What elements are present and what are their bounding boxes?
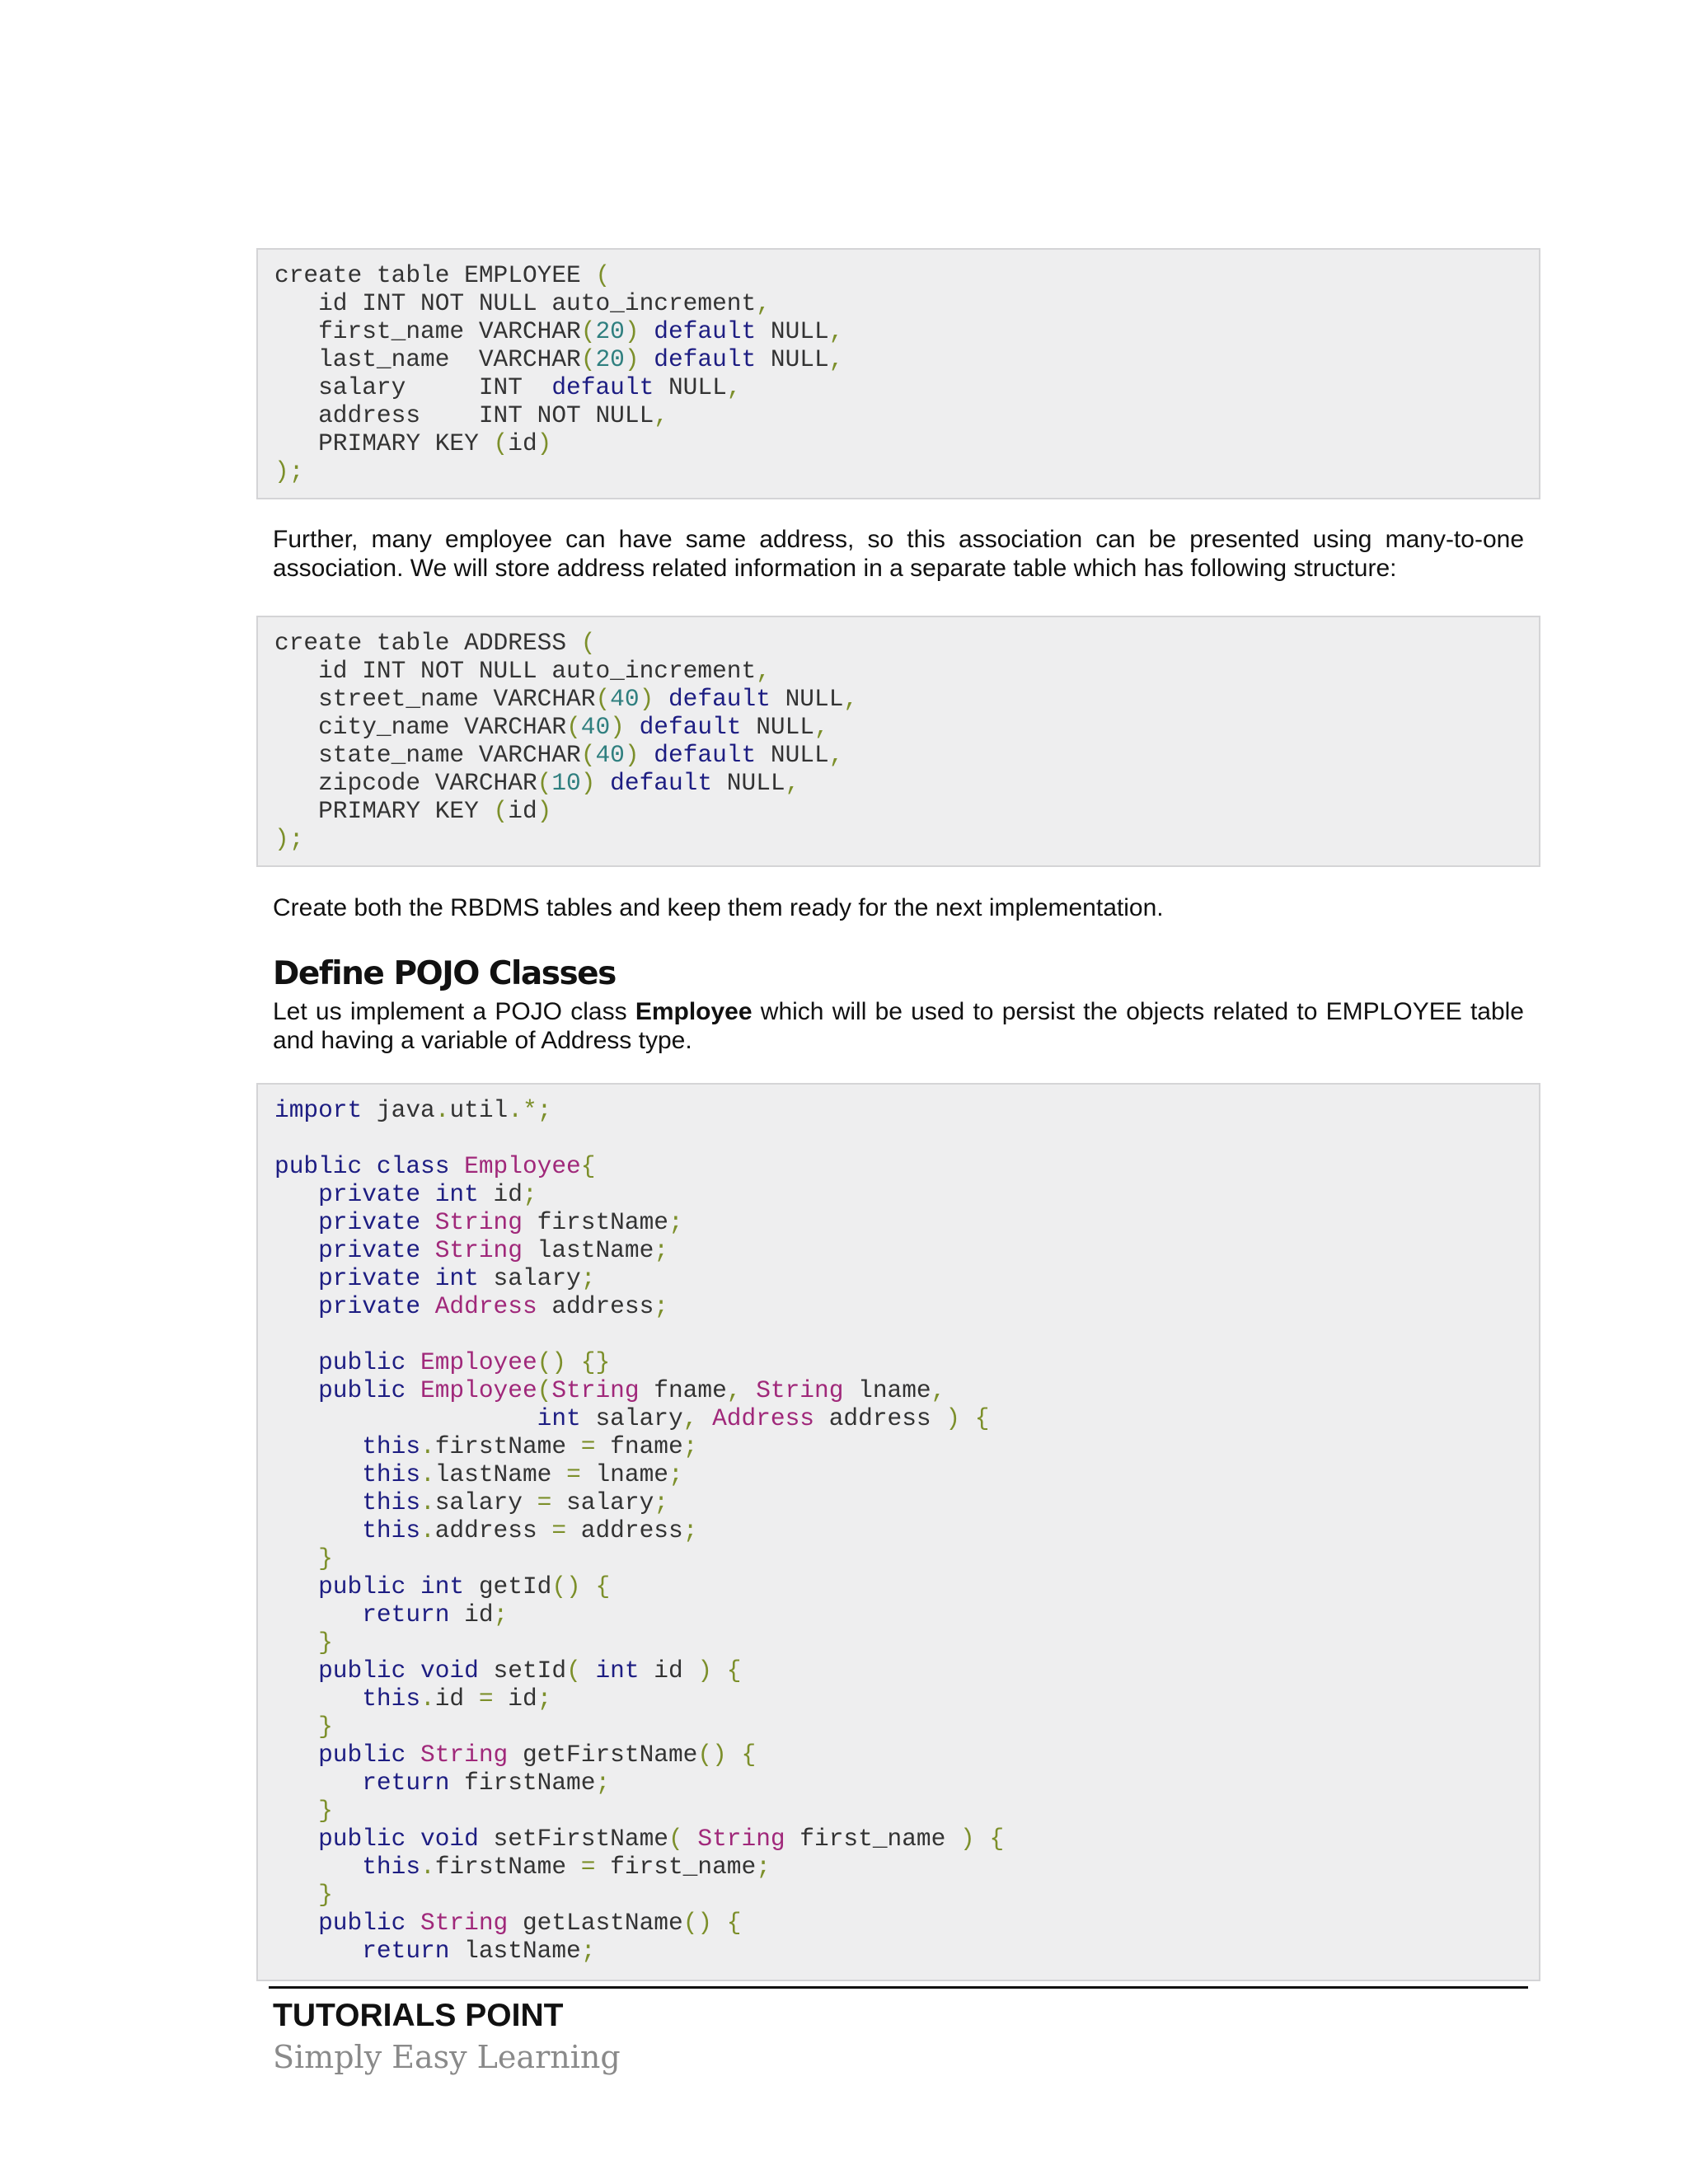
code-token: this	[362, 1488, 421, 1516]
code-token: }	[318, 1881, 333, 1909]
code-line	[274, 1460, 1522, 1488]
code-token: (	[580, 741, 596, 769]
code-token: =	[551, 1516, 567, 1544]
code-token	[274, 1909, 318, 1937]
code-token: this	[362, 1685, 421, 1713]
code-token	[625, 713, 640, 741]
code-token: =	[580, 1432, 596, 1460]
code-line	[274, 1881, 1522, 1909]
code-token	[274, 1769, 362, 1797]
code-token: salary	[551, 1488, 654, 1516]
code-token: id	[508, 429, 537, 457]
code-token: Employee	[420, 1376, 537, 1404]
code-token: Address	[434, 1292, 537, 1320]
code-token: address	[537, 1292, 654, 1320]
code-line	[274, 1657, 1522, 1685]
code-token: (	[595, 685, 611, 713]
code-token: public int	[318, 1572, 465, 1601]
code-token: String	[434, 1236, 523, 1264]
code-token: 40	[610, 685, 640, 713]
code-line	[274, 1909, 1522, 1937]
code-token: ;	[580, 1937, 596, 1965]
code-token: NULL	[741, 713, 815, 741]
code-token: Address	[712, 1404, 815, 1432]
code-token: PRIMARY KEY	[274, 429, 494, 457]
code-line	[274, 825, 1522, 853]
code-token: lname	[843, 1376, 931, 1404]
code-token: address INT NOT NULL	[274, 401, 654, 429]
code-token	[274, 1236, 318, 1264]
code-token: ;	[668, 1460, 683, 1488]
code-line	[274, 1404, 1522, 1432]
code-token: Employee	[420, 1348, 537, 1376]
code-line	[274, 1264, 1522, 1292]
code-token	[595, 769, 610, 797]
code-token: .	[420, 1460, 435, 1488]
code-token: )	[624, 345, 640, 373]
code-token: this	[362, 1853, 421, 1881]
code-line	[274, 1769, 1522, 1797]
code-token: =	[537, 1488, 552, 1516]
code-line	[274, 1292, 1522, 1320]
code-token: ) {	[945, 1404, 990, 1432]
code-token	[274, 1741, 318, 1769]
footer-divider	[269, 1986, 1528, 1989]
code-token: )	[624, 741, 640, 769]
code-token: (	[537, 1376, 552, 1404]
code-token	[274, 1208, 318, 1236]
code-token: create table ADDRESS	[274, 629, 581, 657]
code-token: ;	[654, 1292, 668, 1320]
code-token: ,	[843, 685, 859, 713]
code-line	[274, 1348, 1522, 1376]
code-token: ;	[580, 1264, 596, 1292]
code-token: first_name	[595, 1853, 757, 1881]
code-token: =	[566, 1460, 581, 1488]
code-token	[274, 1601, 362, 1629]
employee-table-sql-code	[256, 248, 1540, 499]
code-token: lastName	[434, 1460, 567, 1488]
code-token: );	[274, 825, 304, 853]
code-token: String	[551, 1376, 640, 1404]
code-token	[274, 1657, 318, 1685]
code-token: =	[580, 1853, 596, 1881]
code-line	[274, 1741, 1522, 1769]
code-token: address	[434, 1516, 552, 1544]
code-token: ,	[726, 1376, 757, 1404]
code-line	[274, 1853, 1522, 1881]
code-token	[274, 1572, 318, 1601]
code-token: ;	[654, 1488, 668, 1516]
code-token: (	[595, 261, 611, 289]
code-token: () {	[682, 1909, 742, 1937]
code-token: }	[318, 1544, 333, 1572]
code-line	[274, 1096, 1522, 1124]
code-line	[274, 1320, 1522, 1348]
code-token: )	[580, 769, 596, 797]
code-token: () {	[697, 1741, 757, 1769]
employee-java-code	[256, 1083, 1540, 1981]
footer-brand: TUTORIALS POINT	[273, 1998, 564, 2033]
code-token: (	[580, 629, 596, 657]
code-token: }	[318, 1713, 333, 1741]
code-token	[640, 741, 654, 769]
code-line	[274, 1685, 1522, 1713]
code-token: getLastName	[508, 1909, 683, 1937]
code-token: public	[318, 1741, 421, 1769]
code-token: id	[449, 1601, 494, 1629]
code-line	[274, 1208, 1522, 1236]
code-token: int	[537, 1404, 581, 1432]
code-token: Employee	[464, 1152, 581, 1180]
code-token: .	[420, 1432, 435, 1460]
code-token: default	[654, 741, 757, 769]
code-token: salary	[434, 1488, 537, 1516]
code-token: ,	[785, 769, 800, 797]
code-token	[274, 1180, 318, 1208]
code-token	[654, 685, 668, 713]
code-token: fname	[639, 1376, 727, 1404]
code-token: public	[318, 1348, 421, 1376]
code-line	[274, 1825, 1522, 1853]
code-token	[274, 1488, 362, 1516]
code-token: )	[537, 797, 552, 825]
code-token: this	[362, 1460, 421, 1488]
code-line	[274, 261, 1522, 289]
code-token: (	[580, 317, 596, 345]
code-token	[274, 1348, 318, 1376]
code-token: )	[624, 317, 640, 345]
association-paragraph: Further, many employee can have same address, so this association can be presented using many-to-one association. We will store address related information in a separate table which has following structure:	[273, 526, 1524, 582]
code-token: getFirstName	[508, 1741, 698, 1769]
code-token: (	[580, 345, 596, 373]
code-token: ,	[931, 1376, 946, 1404]
code-token: ;	[537, 1685, 552, 1713]
code-line	[274, 1544, 1522, 1572]
code-token	[274, 1825, 318, 1853]
code-token: NULL	[756, 345, 829, 373]
code-token	[274, 1797, 318, 1825]
code-token: default	[654, 345, 757, 373]
code-line	[274, 457, 1522, 485]
code-line	[274, 1488, 1522, 1516]
code-token: ;	[654, 1236, 668, 1264]
code-token	[274, 1376, 318, 1404]
code-token: id	[639, 1657, 698, 1685]
code-line	[274, 1713, 1522, 1741]
code-token: ,	[682, 1404, 713, 1432]
code-token: default	[654, 317, 757, 345]
code-token: NULL	[756, 741, 829, 769]
code-token: (	[493, 797, 509, 825]
code-line	[274, 713, 1522, 741]
code-token: .	[420, 1853, 435, 1881]
code-token: ;	[682, 1516, 698, 1544]
code-line	[274, 1601, 1522, 1629]
pojo-intro-text-rest: which will be used to persist the objects related to EMPLOYEE table and having a variable of Address type.	[273, 998, 1524, 1054]
code-token: .	[434, 1096, 450, 1124]
code-token: address	[814, 1404, 946, 1432]
code-line	[274, 1180, 1522, 1208]
code-token: id INT NOT NULL auto_increment	[274, 657, 757, 685]
code-token: default	[551, 373, 654, 401]
code-token: (	[537, 769, 552, 797]
code-token	[274, 1292, 318, 1320]
code-token: id INT NOT NULL auto_increment	[274, 289, 757, 317]
code-token: (	[668, 1825, 698, 1853]
code-line	[274, 1516, 1522, 1544]
code-token: )	[610, 713, 625, 741]
code-token	[274, 1404, 537, 1432]
code-token: firstName	[522, 1208, 668, 1236]
code-token: ,	[726, 373, 742, 401]
code-token	[274, 1937, 362, 1965]
code-token: create table EMPLOYEE	[274, 261, 596, 289]
code-token	[640, 345, 654, 373]
code-token	[274, 1544, 318, 1572]
code-token: firstName	[434, 1432, 581, 1460]
code-token: setFirstName	[478, 1825, 668, 1853]
code-token: city_name VARCHAR	[274, 713, 567, 741]
code-token: NULL	[712, 769, 785, 797]
code-token: import	[274, 1096, 363, 1124]
code-token	[274, 1881, 318, 1909]
code-token: )	[639, 685, 654, 713]
code-token: String	[420, 1909, 509, 1937]
code-token: 10	[551, 769, 581, 797]
code-token: NULL	[770, 685, 844, 713]
code-token: ) {	[960, 1825, 1005, 1853]
code-token: ,	[828, 317, 844, 345]
code-token: () {	[551, 1572, 611, 1601]
code-line	[274, 657, 1522, 685]
code-line	[274, 373, 1522, 401]
code-token: private	[318, 1236, 435, 1264]
code-token: return	[362, 1769, 450, 1797]
code-line	[274, 1629, 1522, 1657]
code-token: private	[318, 1292, 435, 1320]
code-token: zipcode VARCHAR	[274, 769, 537, 797]
code-token	[274, 1460, 362, 1488]
code-line	[274, 1236, 1522, 1264]
code-line	[274, 289, 1522, 317]
code-token: ;	[682, 1432, 698, 1460]
code-token: {	[580, 1152, 596, 1180]
code-token	[274, 1713, 318, 1741]
code-token: id	[508, 797, 537, 825]
code-token: private int	[318, 1264, 479, 1292]
code-token: }	[318, 1797, 333, 1825]
pojo-intro-paragraph	[273, 997, 1524, 1055]
code-token: .	[420, 1516, 435, 1544]
code-token: id	[478, 1180, 523, 1208]
create-tables-paragraph: Create both the RBDMS tables and keep them ready for the next implementation.	[273, 894, 1164, 921]
code-line	[274, 797, 1522, 825]
code-line	[274, 1572, 1522, 1601]
code-line	[274, 429, 1522, 457]
address-table-sql-code	[256, 616, 1540, 867]
section-heading: Define POJO Classes	[273, 955, 616, 992]
code-token: address	[566, 1516, 683, 1544]
code-token: ,	[756, 289, 771, 317]
code-token: last_name VARCHAR	[274, 345, 581, 373]
code-token: ,	[828, 345, 844, 373]
pojo-intro-text: Let us implement a POJO class	[273, 998, 635, 1025]
code-token: String	[756, 1376, 844, 1404]
code-token	[274, 1629, 318, 1657]
code-token	[274, 1853, 362, 1881]
code-token: (	[493, 429, 509, 457]
code-line	[274, 629, 1522, 657]
code-token: ,	[654, 401, 668, 429]
code-token: java	[362, 1096, 435, 1124]
code-token: fname	[595, 1432, 683, 1460]
code-line	[274, 1432, 1522, 1460]
code-token: default	[610, 769, 713, 797]
code-token: 40	[595, 741, 625, 769]
code-token: .*;	[508, 1096, 552, 1124]
code-token: String	[434, 1208, 523, 1236]
code-token: .	[420, 1488, 435, 1516]
code-token: () {}	[537, 1348, 611, 1376]
code-token: street_name VARCHAR	[274, 685, 596, 713]
code-token: this	[362, 1516, 421, 1544]
code-line	[274, 741, 1522, 769]
code-line	[274, 401, 1522, 429]
footer-tagline: Simply Easy Learning	[273, 2039, 621, 2075]
code-token: String	[697, 1825, 785, 1853]
code-token: firstName	[449, 1769, 596, 1797]
code-token: (	[566, 713, 581, 741]
code-token: return	[362, 1937, 450, 1965]
code-token: private	[318, 1208, 435, 1236]
code-token: 20	[595, 345, 625, 373]
code-token	[274, 1264, 318, 1292]
code-token: lname	[580, 1460, 668, 1488]
code-token: NULL	[756, 317, 829, 345]
code-token: }	[318, 1629, 333, 1657]
code-line	[274, 685, 1522, 713]
code-line	[274, 345, 1522, 373]
code-token: PRIMARY KEY	[274, 797, 494, 825]
code-token: ;	[756, 1853, 771, 1881]
code-token: state_name VARCHAR	[274, 741, 581, 769]
code-line	[274, 1797, 1522, 1825]
code-token: int	[595, 1657, 640, 1685]
code-token	[274, 1685, 362, 1713]
code-token: =	[478, 1685, 494, 1713]
code-token	[274, 1516, 362, 1544]
code-token: default	[639, 713, 742, 741]
code-token: NULL	[654, 373, 727, 401]
code-token: id	[493, 1685, 537, 1713]
code-token: getId	[464, 1572, 552, 1601]
code-token: ;	[595, 1769, 611, 1797]
code-token: ;	[522, 1180, 537, 1208]
code-token: this	[362, 1432, 421, 1460]
code-token: id	[434, 1685, 479, 1713]
code-token: lastName	[522, 1236, 654, 1264]
code-token: String	[420, 1741, 509, 1769]
code-token: )	[537, 429, 552, 457]
code-line	[274, 1937, 1522, 1965]
code-token: first_name	[785, 1825, 961, 1853]
code-token: lastName	[449, 1937, 581, 1965]
code-token: return	[362, 1601, 450, 1629]
code-token: ;	[668, 1208, 683, 1236]
code-token: salary	[580, 1404, 683, 1432]
code-token	[640, 317, 654, 345]
pojo-intro-class-name: Employee	[635, 998, 753, 1025]
code-token: default	[668, 685, 771, 713]
code-token: ;	[493, 1601, 509, 1629]
code-token: .	[420, 1685, 435, 1713]
code-token: public class	[274, 1152, 465, 1180]
code-token: ) {	[697, 1657, 742, 1685]
code-line	[274, 1124, 1522, 1152]
code-token: public void	[318, 1657, 479, 1685]
code-token: public	[318, 1376, 421, 1404]
code-token: ,	[756, 657, 771, 685]
code-token: private int	[318, 1180, 479, 1208]
code-token: firstName	[434, 1853, 581, 1881]
code-token: public	[318, 1909, 421, 1937]
code-token: util	[449, 1096, 509, 1124]
code-token: 20	[595, 317, 625, 345]
code-line	[274, 317, 1522, 345]
code-token: (	[566, 1657, 596, 1685]
code-token: );	[274, 457, 304, 485]
code-token: 40	[580, 713, 611, 741]
code-token: ,	[828, 741, 844, 769]
code-token: setId	[478, 1657, 567, 1685]
code-line	[274, 1376, 1522, 1404]
code-token: ,	[814, 713, 829, 741]
code-token	[274, 1432, 362, 1460]
code-line	[274, 1152, 1522, 1180]
code-token: salary INT	[274, 373, 552, 401]
code-token: first_name VARCHAR	[274, 317, 581, 345]
code-token: salary	[478, 1264, 581, 1292]
code-token: public void	[318, 1825, 479, 1853]
code-line	[274, 769, 1522, 797]
